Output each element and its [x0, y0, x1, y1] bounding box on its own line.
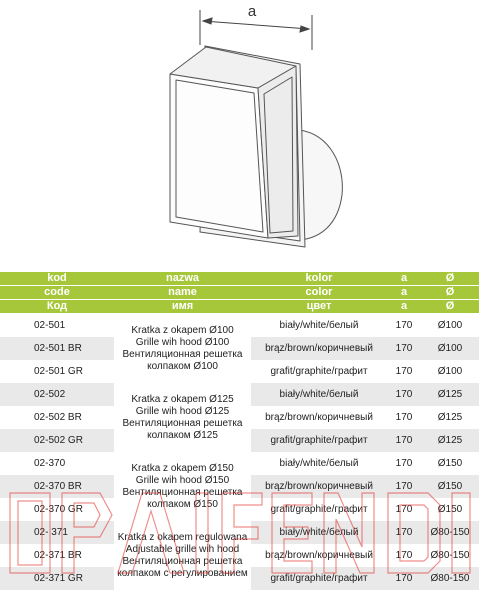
table-row: [0, 383, 479, 406]
product-name-line: Kratka z okapem Ø100: [131, 324, 234, 336]
header-a: a: [387, 286, 421, 300]
product-color: brąz/brown/коричневый: [251, 475, 387, 498]
product-color: biały/white/белый: [251, 452, 387, 475]
product-name-line: Kratka z okapem Ø150: [131, 462, 234, 474]
product-name: [114, 383, 251, 452]
header-a: a: [387, 272, 421, 286]
product-color: grafit/graphite/графит: [251, 360, 387, 383]
dimension-a-value: 170: [387, 429, 421, 452]
grille-hood-drawing: [0, 0, 479, 265]
dimension-a-value: 170: [387, 360, 421, 383]
product-name-line: колпаком с регулированием: [117, 567, 248, 579]
product-code: 02-502 GR: [0, 429, 114, 452]
product-code: 02-501 BR: [0, 337, 114, 360]
header-d: Ø: [421, 286, 479, 300]
header-name: nazwa: [114, 272, 251, 286]
header-code: kod: [0, 272, 114, 286]
diameter-value: Ø80-150: [421, 521, 479, 544]
product-color: biały/white/белый: [251, 314, 387, 338]
product-code: 02-502 BR: [0, 406, 114, 429]
product-name: [114, 452, 251, 521]
diameter-value: Ø80-150: [421, 544, 479, 567]
header-color: kolor: [251, 272, 387, 286]
product-name-line: Вентиляционная решетка: [122, 555, 243, 567]
table-row: [0, 452, 479, 475]
product-name-line: Kratka z okapem Ø125: [131, 393, 234, 405]
product-code: 02-502: [0, 383, 114, 406]
product-color: brąz/brown/коричневый: [251, 544, 387, 567]
header-name: имя: [114, 300, 251, 314]
product-name-line: Вентиляционная решетка: [122, 486, 243, 498]
table-header: [0, 272, 479, 314]
table-row: [0, 314, 479, 338]
product-name-line: Вентиляционная решетка: [122, 417, 243, 429]
dimension-a-value: 170: [387, 314, 421, 338]
header-a: a: [387, 300, 421, 314]
diameter-value: Ø100: [421, 314, 479, 338]
product-name-line: Kratka z okapem regulowana: [117, 531, 248, 543]
product-color: grafit/graphite/графит: [251, 429, 387, 452]
diameter-value: Ø150: [421, 452, 479, 475]
table-body: [0, 314, 479, 591]
product-color: brąz/brown/коричневый: [251, 406, 387, 429]
diameter-value: Ø100: [421, 360, 479, 383]
product-name-line: Grille wih hood Ø150: [135, 474, 230, 486]
product-name-line: Grille wih hood Ø125: [135, 405, 230, 417]
spec-table: [0, 272, 479, 590]
product-name-line: колпаком Ø150: [147, 498, 218, 510]
header-row: [0, 272, 479, 286]
product-name: [114, 521, 251, 590]
dimension-a-value: 170: [387, 567, 421, 590]
dimension-a-value: 170: [387, 337, 421, 360]
product-code: 02-370 GR: [0, 498, 114, 521]
header-d: Ø: [421, 300, 479, 314]
dimension-a-value: 170: [387, 498, 421, 521]
product-code: 02-370: [0, 452, 114, 475]
header-color: color: [251, 286, 387, 300]
diameter-value: Ø125: [421, 383, 479, 406]
table-row: [0, 521, 479, 544]
dimension-a-value: 170: [387, 452, 421, 475]
product-code: 02-501: [0, 314, 114, 338]
header-code: code: [0, 286, 114, 300]
product-color: biały/white/белый: [251, 521, 387, 544]
dimension-a-value: 170: [387, 406, 421, 429]
product-code: 02- 371: [0, 521, 114, 544]
product-name-line: колпаком Ø100: [147, 360, 218, 372]
product-color: grafit/graphite/графит: [251, 498, 387, 521]
diameter-value: Ø80-150: [421, 567, 479, 590]
dimension-label: a: [247, 3, 257, 20]
product-code: 02-371 BR: [0, 544, 114, 567]
product-name-line: Grille wih hood Ø100: [135, 336, 230, 348]
header-color: цвет: [251, 300, 387, 314]
product-name: [114, 314, 251, 384]
diameter-value: Ø125: [421, 429, 479, 452]
diameter-value: Ø150: [421, 475, 479, 498]
diameter-value: Ø125: [421, 406, 479, 429]
product-code: 02-370 BR: [0, 475, 114, 498]
product-name-line: колпаком Ø125: [147, 429, 218, 441]
diameter-value: Ø150: [421, 498, 479, 521]
dimension-a-value: 170: [387, 475, 421, 498]
product-drawing: [0, 0, 479, 265]
product-color: brąz/brown/коричневый: [251, 337, 387, 360]
header-row: [0, 286, 479, 300]
product-name-line: Вентиляционная решетка: [122, 348, 243, 360]
dimension-a-value: 170: [387, 544, 421, 567]
product-code: 02-371 GR: [0, 567, 114, 590]
product-color: biały/white/белый: [251, 383, 387, 406]
header-d: Ø: [421, 272, 479, 286]
header-name: name: [114, 286, 251, 300]
product-color: grafit/graphite/графит: [251, 567, 387, 590]
header-row: [0, 300, 479, 314]
product-name-line: Adjustable grille wih hood: [125, 543, 240, 555]
dimension-a-value: 170: [387, 383, 421, 406]
header-code: Код: [0, 300, 114, 314]
dimension-a-value: 170: [387, 521, 421, 544]
diameter-value: Ø100: [421, 337, 479, 360]
product-code: 02-501 GR: [0, 360, 114, 383]
